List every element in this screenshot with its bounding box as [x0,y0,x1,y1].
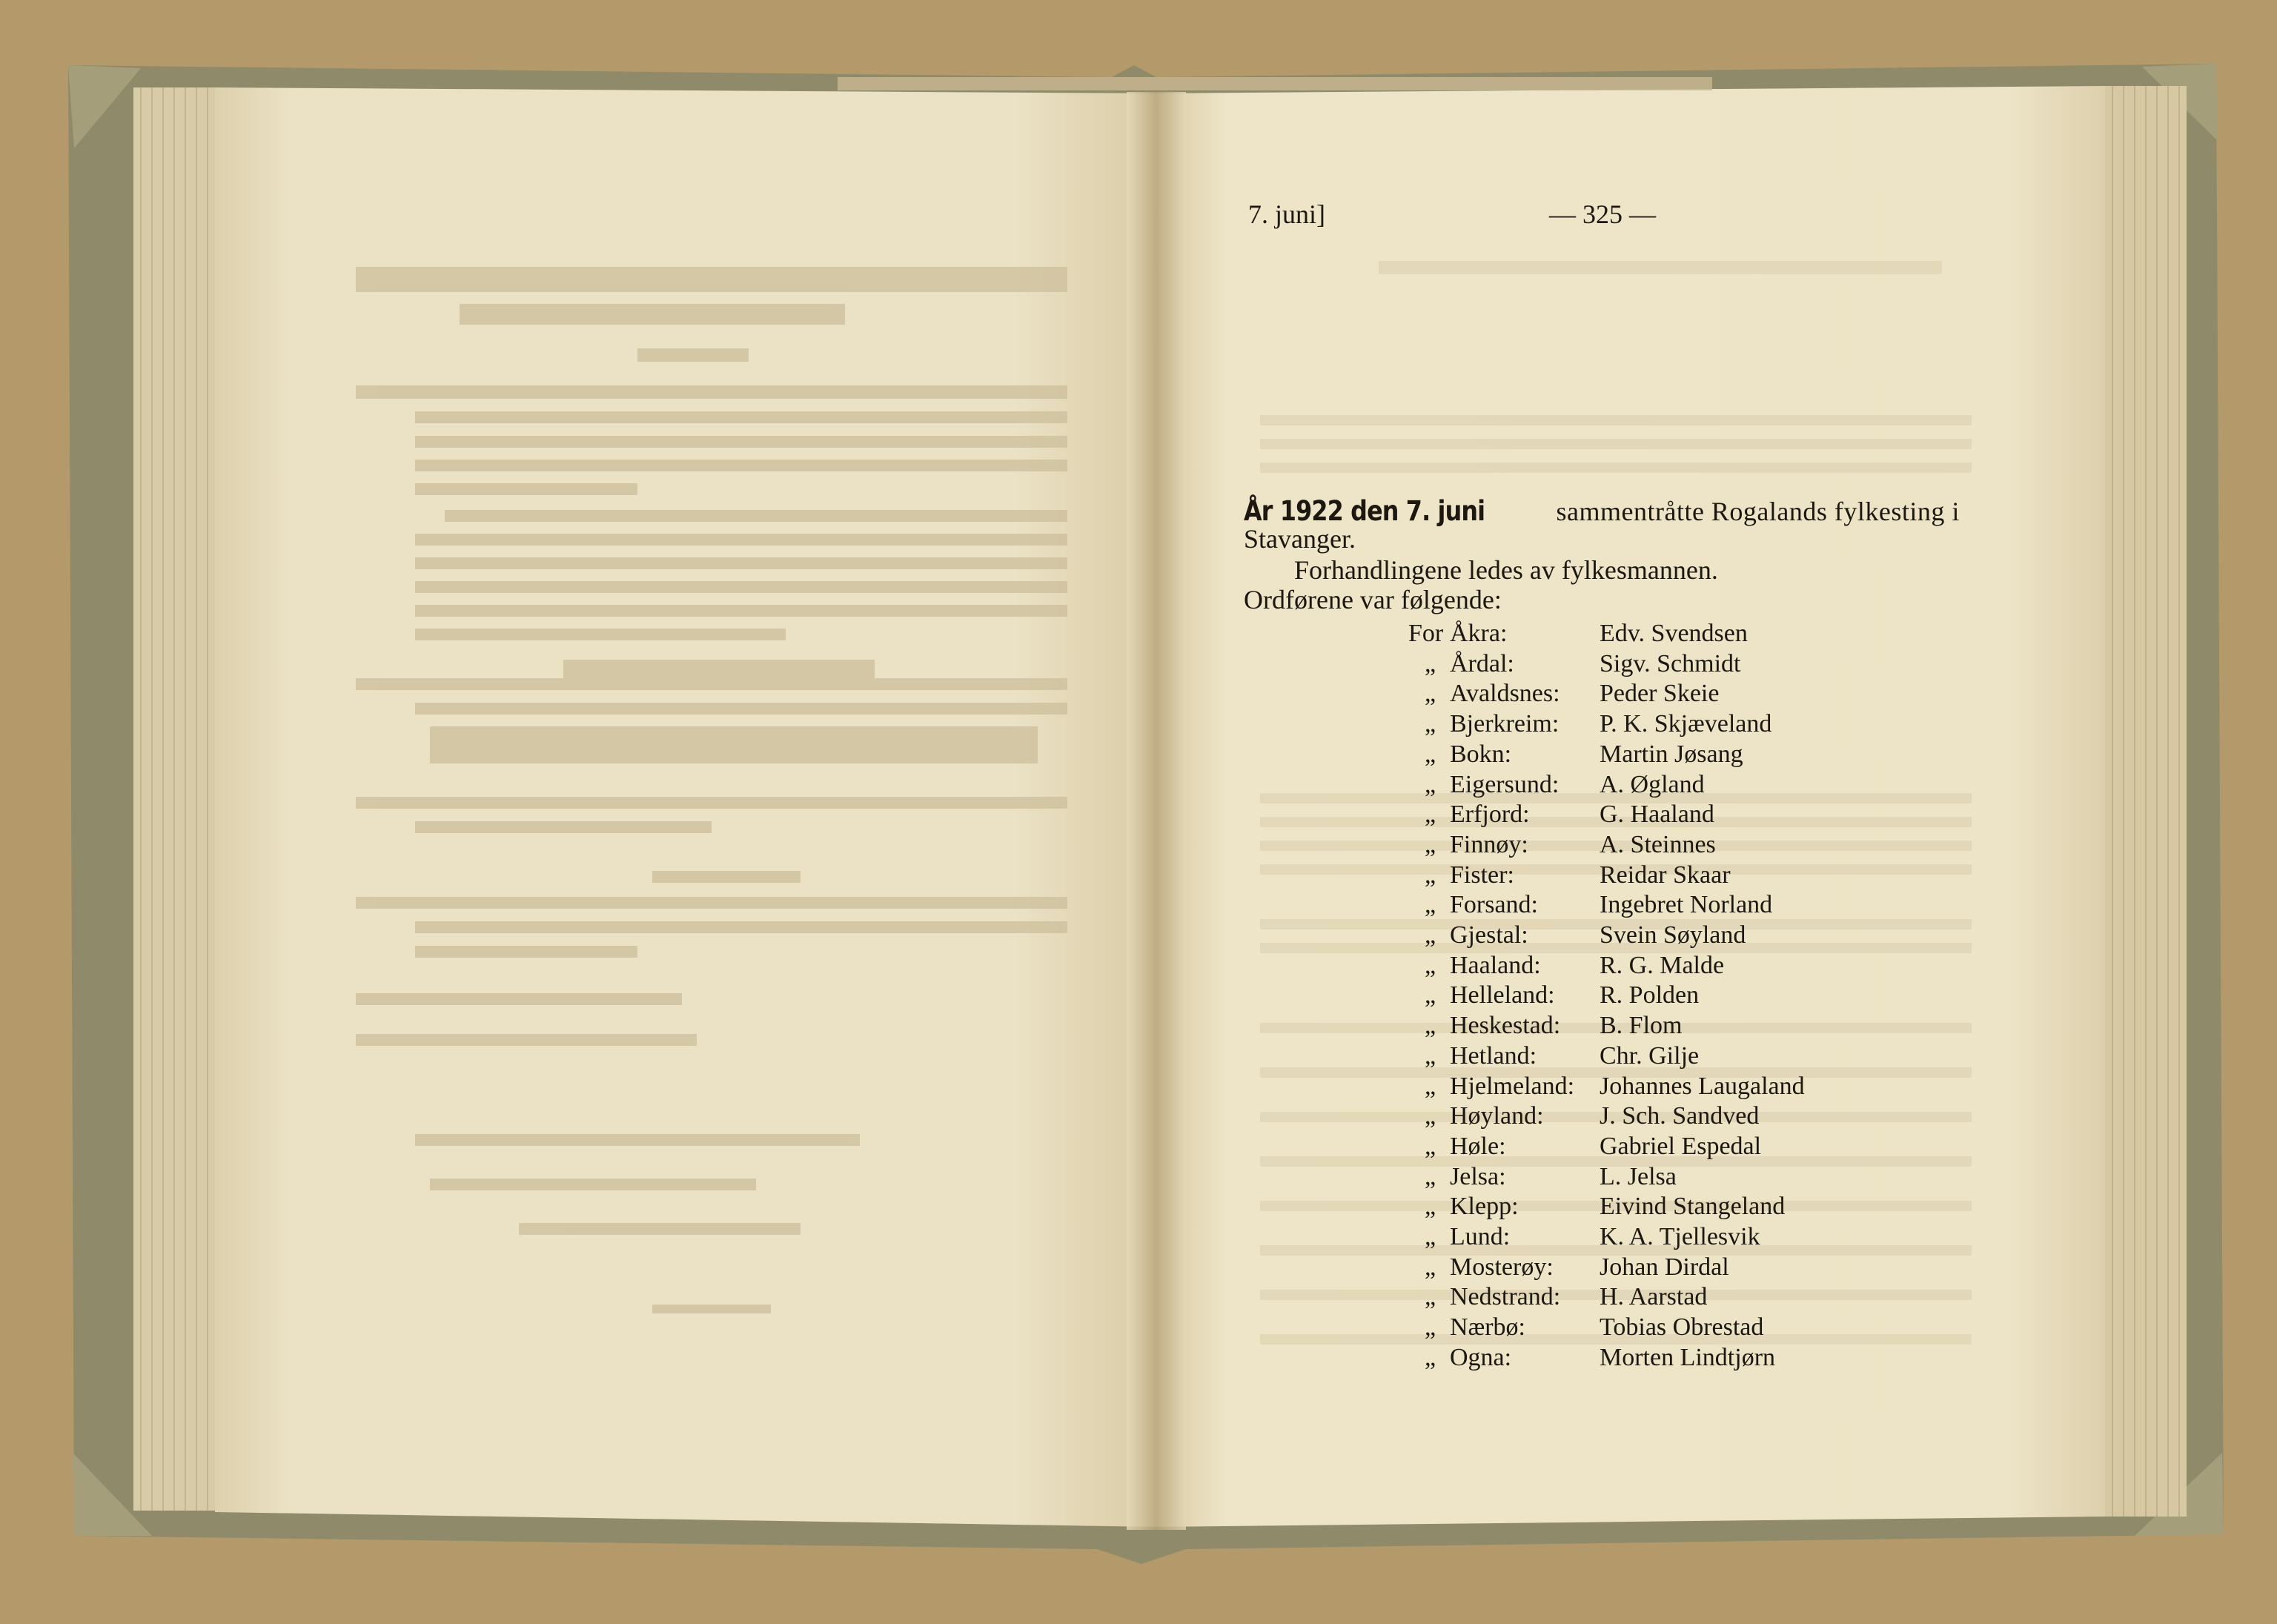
intro-lead-rest: sammentråtte Rogalands fylkesting i [1556,497,1960,526]
member-municipality: Høle: [1450,1132,1506,1160]
member-prefix: „ [1425,1193,1436,1221]
member-municipality: Høyland: [1450,1102,1544,1130]
member-municipality: Nedstrand: [1450,1283,1561,1311]
member-row [0,1223,2277,1253]
member-row [0,921,2277,951]
member-name: P. K. Skjæveland [1600,710,1772,738]
member-prefix: „ [1425,1012,1436,1040]
member-municipality: Haaland: [1450,951,1541,979]
member-row [0,952,2277,981]
member-row [0,620,2277,649]
member-municipality: Heskestad: [1450,1012,1561,1040]
member-row [0,740,2277,770]
member-prefix: „ [1425,951,1436,979]
member-municipality: Avaldsnes: [1450,680,1560,708]
member-prefix: „ [1425,680,1436,708]
member-row [0,710,2277,740]
member-name: Peder Skeie [1600,680,1720,708]
member-prefix: „ [1425,649,1436,677]
member-row [0,1073,2277,1102]
member-municipality: Hetland: [1450,1041,1537,1070]
member-prefix: „ [1425,1102,1436,1130]
member-row [0,861,2277,891]
member-municipality: Helleland: [1450,981,1555,1010]
member-municipality: Ogna: [1450,1343,1512,1371]
member-name: L. Jelsa [1600,1162,1677,1190]
member-name: Tobias Obrestad [1600,1313,1764,1342]
member-prefix: „ [1425,740,1436,768]
member-municipality: Nærbø: [1450,1313,1525,1342]
member-name: A. Øgland [1600,770,1705,798]
member-prefix: „ [1425,801,1436,829]
member-row [0,981,2277,1011]
running-header: 7. juni] [1248,199,1325,229]
member-name: Johannes Laugaland [1600,1072,1805,1100]
member-row [0,1163,2277,1193]
intro-lead-bold: År 1922 den 7. juni [1244,495,1485,527]
member-name: Reidar Skaar [1600,861,1731,889]
member-row [0,1283,2277,1313]
member-prefix: „ [1425,710,1436,738]
member-prefix: „ [1425,1072,1436,1100]
member-prefix: „ [1425,1162,1436,1190]
member-name: H. Aarstad [1600,1283,1708,1311]
member-municipality: Årdal: [1450,649,1514,677]
member-municipality: Finnøy: [1450,830,1528,858]
intro-paragraph [1244,495,1960,527]
member-prefix: „ [1425,770,1436,798]
intro-line: Stavanger. [1244,524,1356,554]
member-name: Svein Søyland [1600,921,1746,949]
member-municipality: Gjestal: [1450,921,1528,949]
member-row [0,771,2277,801]
member-municipality: Lund: [1450,1223,1511,1250]
member-name: Martin Jøsang [1600,740,1743,768]
member-row [0,891,2277,921]
member-row [0,1133,2277,1162]
intro-line: Ordførene var følgende: [1244,585,1502,614]
member-municipality: Bokn: [1450,740,1512,768]
member-prefix: „ [1425,861,1436,889]
member-name: B. Flom [1600,1012,1683,1040]
member-municipality: Klepp: [1450,1193,1519,1221]
member-name: A. Steinnes [1600,830,1716,858]
member-row [0,1012,2277,1041]
member-name: R. G. Malde [1600,951,1725,979]
member-name: Morten Lindtjørn [1600,1343,1776,1371]
member-prefix: „ [1425,830,1436,858]
member-municipality: Hjelmeland: [1450,1072,1575,1100]
member-row [0,1344,2277,1373]
member-prefix: „ [1425,981,1436,1010]
member-prefix: „ [1425,1253,1436,1281]
member-municipality: Bjerkreim: [1450,710,1560,738]
member-row [0,831,2277,861]
member-row [0,801,2277,830]
member-prefix: „ [1425,1132,1436,1160]
member-row [0,1042,2277,1072]
member-name: Edv. Svendsen [1600,620,1748,647]
member-name: J. Sch. Sandved [1600,1102,1760,1130]
member-row [0,1253,2277,1283]
member-name: Eivind Stangeland [1600,1193,1786,1221]
member-prefix: „ [1425,1283,1436,1311]
member-municipality: Erfjord: [1450,801,1530,829]
member-prefix: „ [1425,891,1436,919]
member-name: K. A. Tjellesvik [1600,1223,1760,1250]
member-row [0,680,2277,709]
member-name: Johan Dirdal [1600,1253,1729,1281]
member-prefix: „ [1425,921,1436,949]
intro-line: Forhandlingene ledes av fylkesmannen. [1294,555,1718,585]
member-prefix: „ [1425,1041,1436,1070]
page-number: — 325 — [1549,199,1656,229]
member-prefix: „ [1425,1313,1436,1342]
member-municipality: Jelsa: [1450,1162,1506,1190]
member-name: R. Polden [1600,981,1700,1010]
member-municipality: Mosterøy: [1450,1253,1554,1281]
member-row [0,1193,2277,1222]
member-prefix: For [1408,620,1444,647]
member-prefix: „ [1425,1223,1436,1250]
member-name: Sigv. Schmidt [1600,649,1741,677]
member-name: Ingebret Norland [1600,891,1773,919]
member-name: Chr. Gilje [1600,1041,1700,1070]
member-name: Gabriel Espedal [1600,1132,1762,1160]
member-row [0,1102,2277,1132]
member-municipality: Fister: [1450,861,1514,889]
member-name: G. Haaland [1600,801,1714,829]
member-row [0,650,2277,680]
member-row [0,1313,2277,1343]
member-municipality: Forsand: [1450,891,1538,919]
member-municipality: Åkra: [1450,620,1508,647]
member-prefix: „ [1425,1343,1436,1371]
member-municipality: Eigersund: [1450,770,1560,798]
